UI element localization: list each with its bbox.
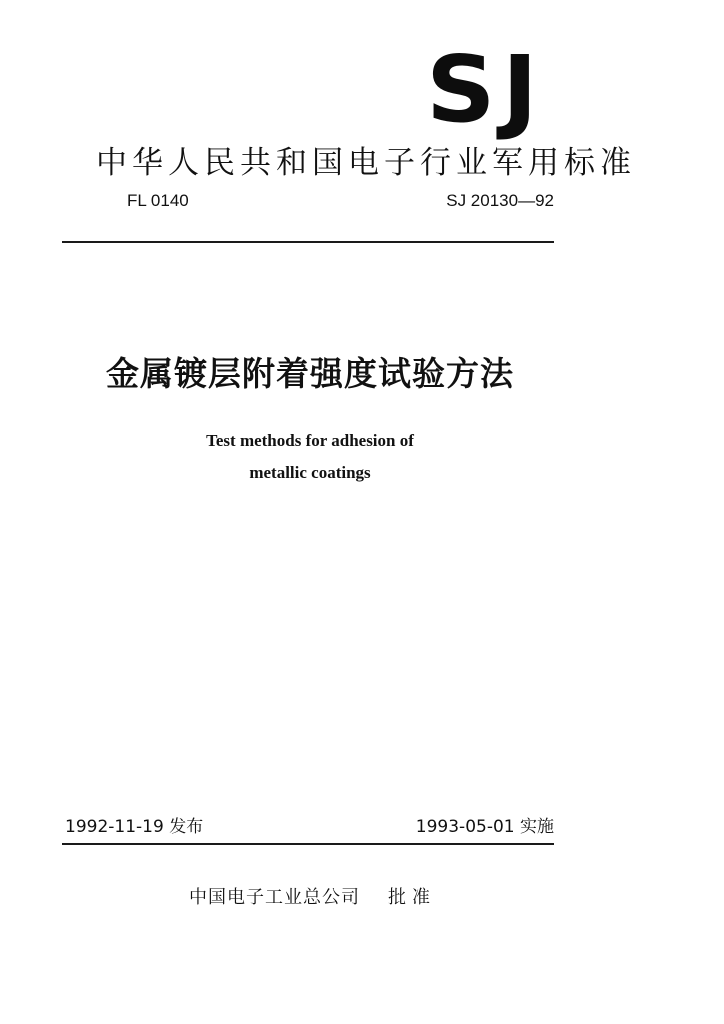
english-title-line-2: metallic coatings [249,463,371,482]
approving-authority: 中国电子工业总公司 [189,887,360,908]
approval-label: 批准 [388,887,436,908]
header-divider [62,241,554,243]
issue-date: 1992-11-19 发布 [65,817,204,837]
english-title-line-1: Test methods for adhesion of [206,431,414,450]
footer-divider [62,843,554,845]
standard-code: SJ 20130—92 [446,191,554,210]
classification-code: FL 0140 [127,191,189,210]
document-title-chinese: 金属镀层附着强度试验方法 [106,354,514,393]
document-title-english [150,425,470,489]
standard-name: 中华人民共和国电子行业军用标准 [96,145,636,181]
implementation-date: 1993-05-01 实施 [415,817,554,837]
sj-logo: SJ [426,36,545,143]
